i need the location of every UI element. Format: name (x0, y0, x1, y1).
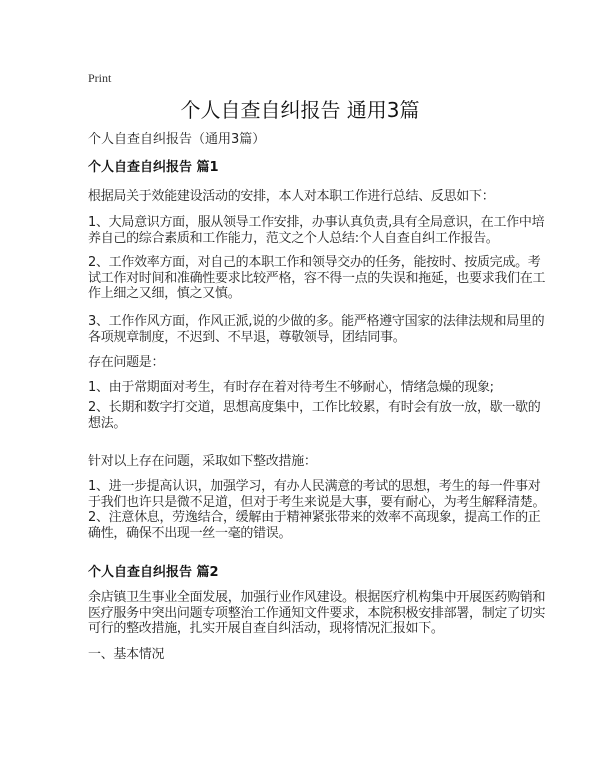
section-heading-1: 个人自查自纠报告 篇1 (88, 160, 219, 175)
paragraph-line: 针对以上存在问题，采取如下整改措施： (88, 454, 317, 469)
paragraph-line: 根据局关于效能建设活动的安排，本人对本职工作进行总结、反思如下： (88, 189, 495, 204)
paragraph (88, 189, 494, 205)
paragraph-line: 可行的整改措施，扎实开展自查自纠活动，现将情况汇报如下。 (88, 621, 444, 636)
paragraph-line: 想法。 (88, 415, 127, 431)
paragraph-line: 2、工作效率方面，对自己的本职工作和领导交办的任务，能按时、按质完成。考 (88, 255, 541, 270)
paragraph-line: 存在问题是： (88, 355, 165, 370)
page-title: 个人自查自纠报告 通用3篇 (180, 98, 420, 122)
paragraph (88, 510, 540, 541)
paragraph-line: 余店镇卫生事业全面发展，加强行业作风建设。根据医疗机构集中开展医药购销和 (88, 590, 546, 605)
print-link[interactable]: Print (88, 71, 112, 85)
paragraph-line: 确性，确保不出现一丝一毫的错误。 (88, 525, 292, 541)
paragraph (88, 255, 545, 302)
paragraph-line: 3、工作作风方面，作风正派,说的少做的多。能严格遵守国家的法律法规和局里的 (88, 314, 545, 329)
paragraph (88, 590, 545, 637)
paragraph-line: 一、基本情况 (88, 647, 165, 662)
paragraph-line: 2、长期和数字打交道，思想高度集中，工作比较累，有时会有放一放，歇一歇的 (88, 400, 541, 415)
subtitle: 个人自查自纠报告（通用3篇） (88, 132, 266, 147)
paragraph (88, 314, 544, 345)
paragraph-line: 试工作对时间和准确性要求比较严格，容不得一点的失误和拖延，也要求我们在工 (88, 270, 546, 286)
paragraph-line: 各项规章制度，不迟到、不早退，尊敬领导，团结同事。 (88, 329, 406, 345)
paragraph (88, 647, 164, 663)
paragraph (88, 400, 540, 431)
paragraph (88, 479, 545, 510)
paragraph-line: 1、进一步提高认识，加强学习，有办人民满意的考试的思想，考生的每一件事对 (88, 479, 541, 494)
paragraph-line: 医疗服务中突出问题专项整治工作通知文件要求，本院积极安排部署，制定了切实 (88, 605, 546, 621)
paragraph (88, 454, 317, 470)
paragraph (88, 380, 494, 396)
paragraph-line: 1、大局意识方面，服从领导工作安排，办事认真负责,具有全局意识，在工作中培 (88, 215, 545, 230)
paragraph (88, 355, 164, 371)
section-heading-2: 个人自查自纠报告 篇2 (88, 565, 219, 580)
paragraph-line: 1、由于常期面对考生，有时存在着对待考生不够耐心，情绪急燥的现象; (88, 380, 494, 395)
paragraph-line: 作上细之又细，慎之又慎。 (88, 286, 241, 301)
paragraph-line: 于我们也许只是微不足道，但对于考生来说是大事，要有耐心，为考生解释清楚。 (88, 494, 546, 510)
paragraph (88, 215, 544, 246)
paragraph-line: 2、注意休息，劳逸结合，缓解由于精神紧张带来的效率不高现象，提高工作的正 (88, 510, 541, 525)
paragraph-line: 养自己的综合素质和工作能力，范文之个人总结:个人自查自纠工作报告。 (88, 230, 499, 246)
